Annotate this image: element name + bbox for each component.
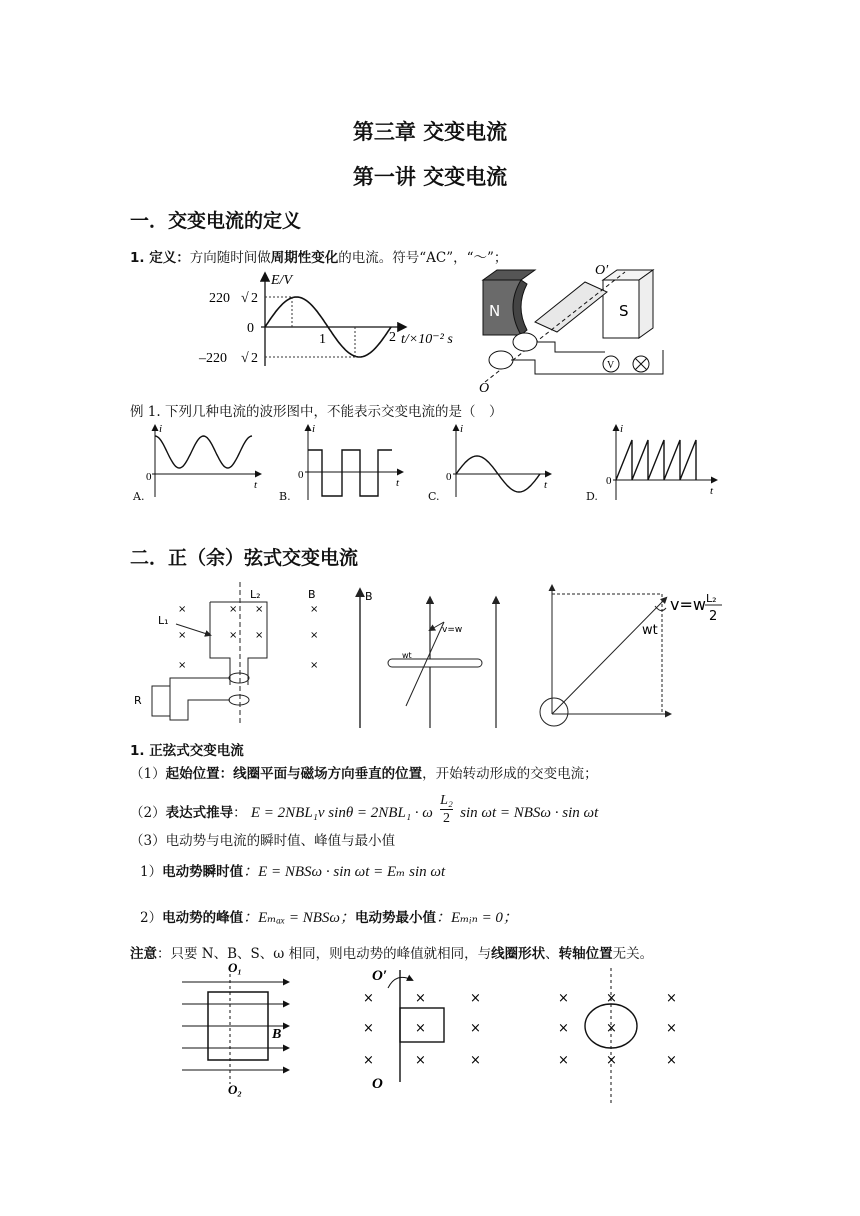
label-v-small: v=w [442, 625, 463, 635]
definition-line [130, 246, 507, 266]
cross-7: × [255, 630, 264, 641]
magnet-n-top [483, 270, 535, 280]
item2-formula-a: E = 2NBL₁v sinθ = 2NBL₁ · ω [250, 805, 433, 821]
cross-8: × [310, 604, 319, 615]
cross-2: × [178, 630, 187, 641]
item2-line [130, 793, 599, 831]
label-o2: O₂ [228, 1082, 242, 1097]
axis-i-d: i [620, 423, 624, 435]
axis-i-c: i [460, 423, 464, 435]
slip-ring-2 [489, 351, 513, 369]
item2-prefix: （2） [130, 805, 166, 821]
label-b2: B [365, 590, 373, 603]
example1-question: 例 1. 下列几种电流的波形图中，不能表示交变电流的是（ ） [130, 404, 503, 420]
item3-line: （3）电动势与电流的瞬时值、峰值与最小值 [130, 833, 396, 849]
wave-d [616, 440, 696, 480]
label-l1: L₁ [158, 614, 169, 627]
wave-a [155, 436, 252, 468]
x3-2: × [606, 991, 617, 1006]
ring-bottom [229, 695, 249, 705]
circular-coil-figure [558, 968, 677, 1104]
item1-bold: 起始位置：线圈平面与磁场方向垂直的位置 [165, 766, 423, 782]
item1-rest: ，开始转动形成的交变电流； [422, 766, 598, 782]
coil-rotation-figures [130, 580, 730, 730]
min-formula: ：Eₘᵢₙ = 0； [436, 910, 518, 926]
x3-7: × [558, 1053, 569, 1068]
axis-t-b: t [396, 477, 400, 489]
inst-formula: ：E = NBSω · sin ωt = Eₘ sin ωt [243, 864, 446, 880]
x2-5: × [415, 1021, 426, 1036]
x2-2: × [415, 991, 426, 1006]
label-s: S [619, 302, 629, 320]
x3-5: × [606, 1021, 617, 1036]
waveform-c [446, 423, 550, 497]
inst-bold: 电动势瞬时值 [162, 864, 244, 880]
ytick-top-sqrt: √ [241, 291, 249, 306]
label-oprime: O′ [595, 263, 609, 278]
option-c: C. [428, 490, 440, 503]
magnet-s-side [639, 270, 653, 338]
x-unit: t/×10⁻² s [401, 332, 453, 347]
option-d: D. [586, 490, 598, 503]
subsection-sine: 1. 正弦式交变电流 [130, 743, 244, 759]
definition-text-a: 方向随时间做 [189, 250, 271, 266]
side-view-figure [360, 590, 496, 728]
instantaneous-line [140, 860, 445, 881]
label-o1: O₁ [228, 962, 242, 975]
item2-bold: 表达式推导 [165, 805, 234, 821]
cross-5: × [229, 630, 238, 641]
peak-line [140, 906, 518, 927]
item2-frac-num: L₂ [440, 793, 453, 808]
item2-fraction [440, 792, 453, 827]
coil-left [210, 602, 230, 685]
label-o-2: O [372, 1076, 383, 1092]
cross-1: × [178, 604, 187, 615]
option-b: B. [279, 490, 291, 503]
wave-b [308, 450, 392, 496]
lecture-title: 第一讲 交变电流 [352, 165, 508, 189]
x2-8: × [415, 1053, 426, 1068]
axis-i-b: i [312, 423, 316, 435]
label-frac-den: 2 [709, 609, 718, 624]
note-b: 无关。 [612, 946, 654, 962]
chapter-title: 第三章 交变电流 [352, 120, 508, 144]
x3-1: × [558, 991, 569, 1006]
section1-heading: 一．交变电流的定义 [130, 210, 302, 232]
waveform-d [606, 423, 716, 500]
axis-t-a: t [254, 479, 258, 491]
y-label: E/V [271, 273, 292, 288]
x2-1: × [363, 991, 374, 1006]
generator-diagram [475, 262, 675, 394]
decomp-diag [552, 598, 666, 714]
min-bold: 电动势最小值 [355, 910, 436, 926]
circuit-wire-2 [537, 342, 605, 352]
slip-ring-1 [513, 333, 537, 351]
ytick-bottom: –220 [199, 351, 227, 366]
xtick-1: 1 [319, 332, 326, 347]
section2-heading: 二．正（余）弦式交变电流 [130, 547, 359, 569]
definition-text-b: 的电流。符号“AC”，“～”； [338, 250, 508, 266]
note-bold-shape: 线圈形状 [491, 946, 546, 962]
coil-frame [535, 282, 607, 332]
label-oprime-2: O′ [372, 968, 388, 984]
cross-3: × [178, 660, 187, 671]
resistor [152, 686, 170, 716]
x3-4: × [558, 1021, 569, 1036]
item2-formula-b: sin ωt = NBSω · sin ωt [460, 805, 599, 821]
label-frac-num: L₂ [706, 592, 717, 605]
definition-label: 1. 定义： [130, 250, 190, 266]
x2-7: × [363, 1053, 374, 1068]
x3-9: × [666, 1053, 677, 1068]
cross-6: × [255, 604, 264, 615]
ytick-bottom-sqrt: √ [241, 351, 249, 366]
ytick-top: 220 [209, 291, 230, 306]
coil-shape-figures [170, 962, 710, 1110]
waveform-a [146, 423, 260, 497]
cross-9: × [310, 630, 319, 641]
item2-colon: ： [233, 805, 247, 821]
label-v: V [607, 360, 615, 371]
label-b1: B [308, 588, 316, 601]
cross-10: × [310, 660, 319, 671]
x2-9: × [470, 1053, 481, 1068]
waveform-b [298, 423, 402, 500]
label-r: R [134, 694, 142, 707]
cross-4: × [229, 604, 238, 615]
origin-a: 0 [146, 471, 152, 483]
label-o: O [479, 381, 490, 394]
peak-prefix: 2） [140, 910, 163, 926]
label-wt: wt [642, 623, 658, 638]
item1-line [130, 762, 598, 782]
x3-6: × [666, 1021, 677, 1036]
x3-8: × [606, 1053, 617, 1068]
decomp-box [552, 594, 662, 714]
xtick-2: 2 [389, 330, 396, 345]
x2-6: × [470, 1021, 481, 1036]
emf-sine-graph [195, 266, 475, 374]
item2-frac-den: 2 [443, 811, 450, 826]
angle-arc [655, 606, 666, 611]
resistor-wire [170, 678, 230, 720]
ytick-bottom-sqrt2: 2 [251, 351, 258, 366]
peak-bold: 电动势的峰值 [162, 910, 244, 926]
inst-prefix: 1） [140, 864, 163, 880]
label-l2: L₂ [250, 588, 261, 601]
ytick-zero: 0 [247, 321, 254, 336]
velocity-decomposition-figure [540, 586, 722, 726]
ring-top [229, 673, 249, 683]
x2-4: × [363, 1021, 374, 1036]
axis-t-d: t [710, 485, 714, 497]
option-a: A. [133, 490, 145, 503]
label-wt-small: wt [402, 651, 412, 660]
ytick-top-sqrt2: 2 [251, 291, 258, 306]
peak-formula: ：Eₘₐₓ = NBSω； [243, 910, 355, 926]
x2-3: × [470, 991, 481, 1006]
note-bold: 注意 [130, 946, 157, 962]
label-n: N [489, 302, 501, 320]
definition-bold: 周期性变化 [270, 250, 339, 266]
axis-t-c: t [544, 479, 548, 491]
note-a: ：只要 N、B、S、ω 相同，则电动势的峰值就相同，与 [157, 946, 492, 962]
coil-side-bar [388, 659, 482, 667]
axis-i-a: i [159, 423, 163, 435]
item1-prefix: （1） [130, 766, 166, 782]
coil-field-lines-figure [182, 962, 288, 1097]
origin-c: 0 [446, 471, 452, 483]
offset-coil-figure [363, 968, 481, 1092]
note-line [130, 942, 653, 962]
note-bold-axis: 转轴位置 [558, 946, 613, 962]
label-v-eq: v=w [670, 595, 706, 614]
coil-in-field-figure [134, 582, 318, 725]
origin-d: 0 [606, 475, 612, 487]
x3-3: × [666, 991, 677, 1006]
origin-b: 0 [298, 469, 304, 481]
label-b: B [272, 1027, 282, 1042]
note-sep: 、 [545, 946, 559, 962]
